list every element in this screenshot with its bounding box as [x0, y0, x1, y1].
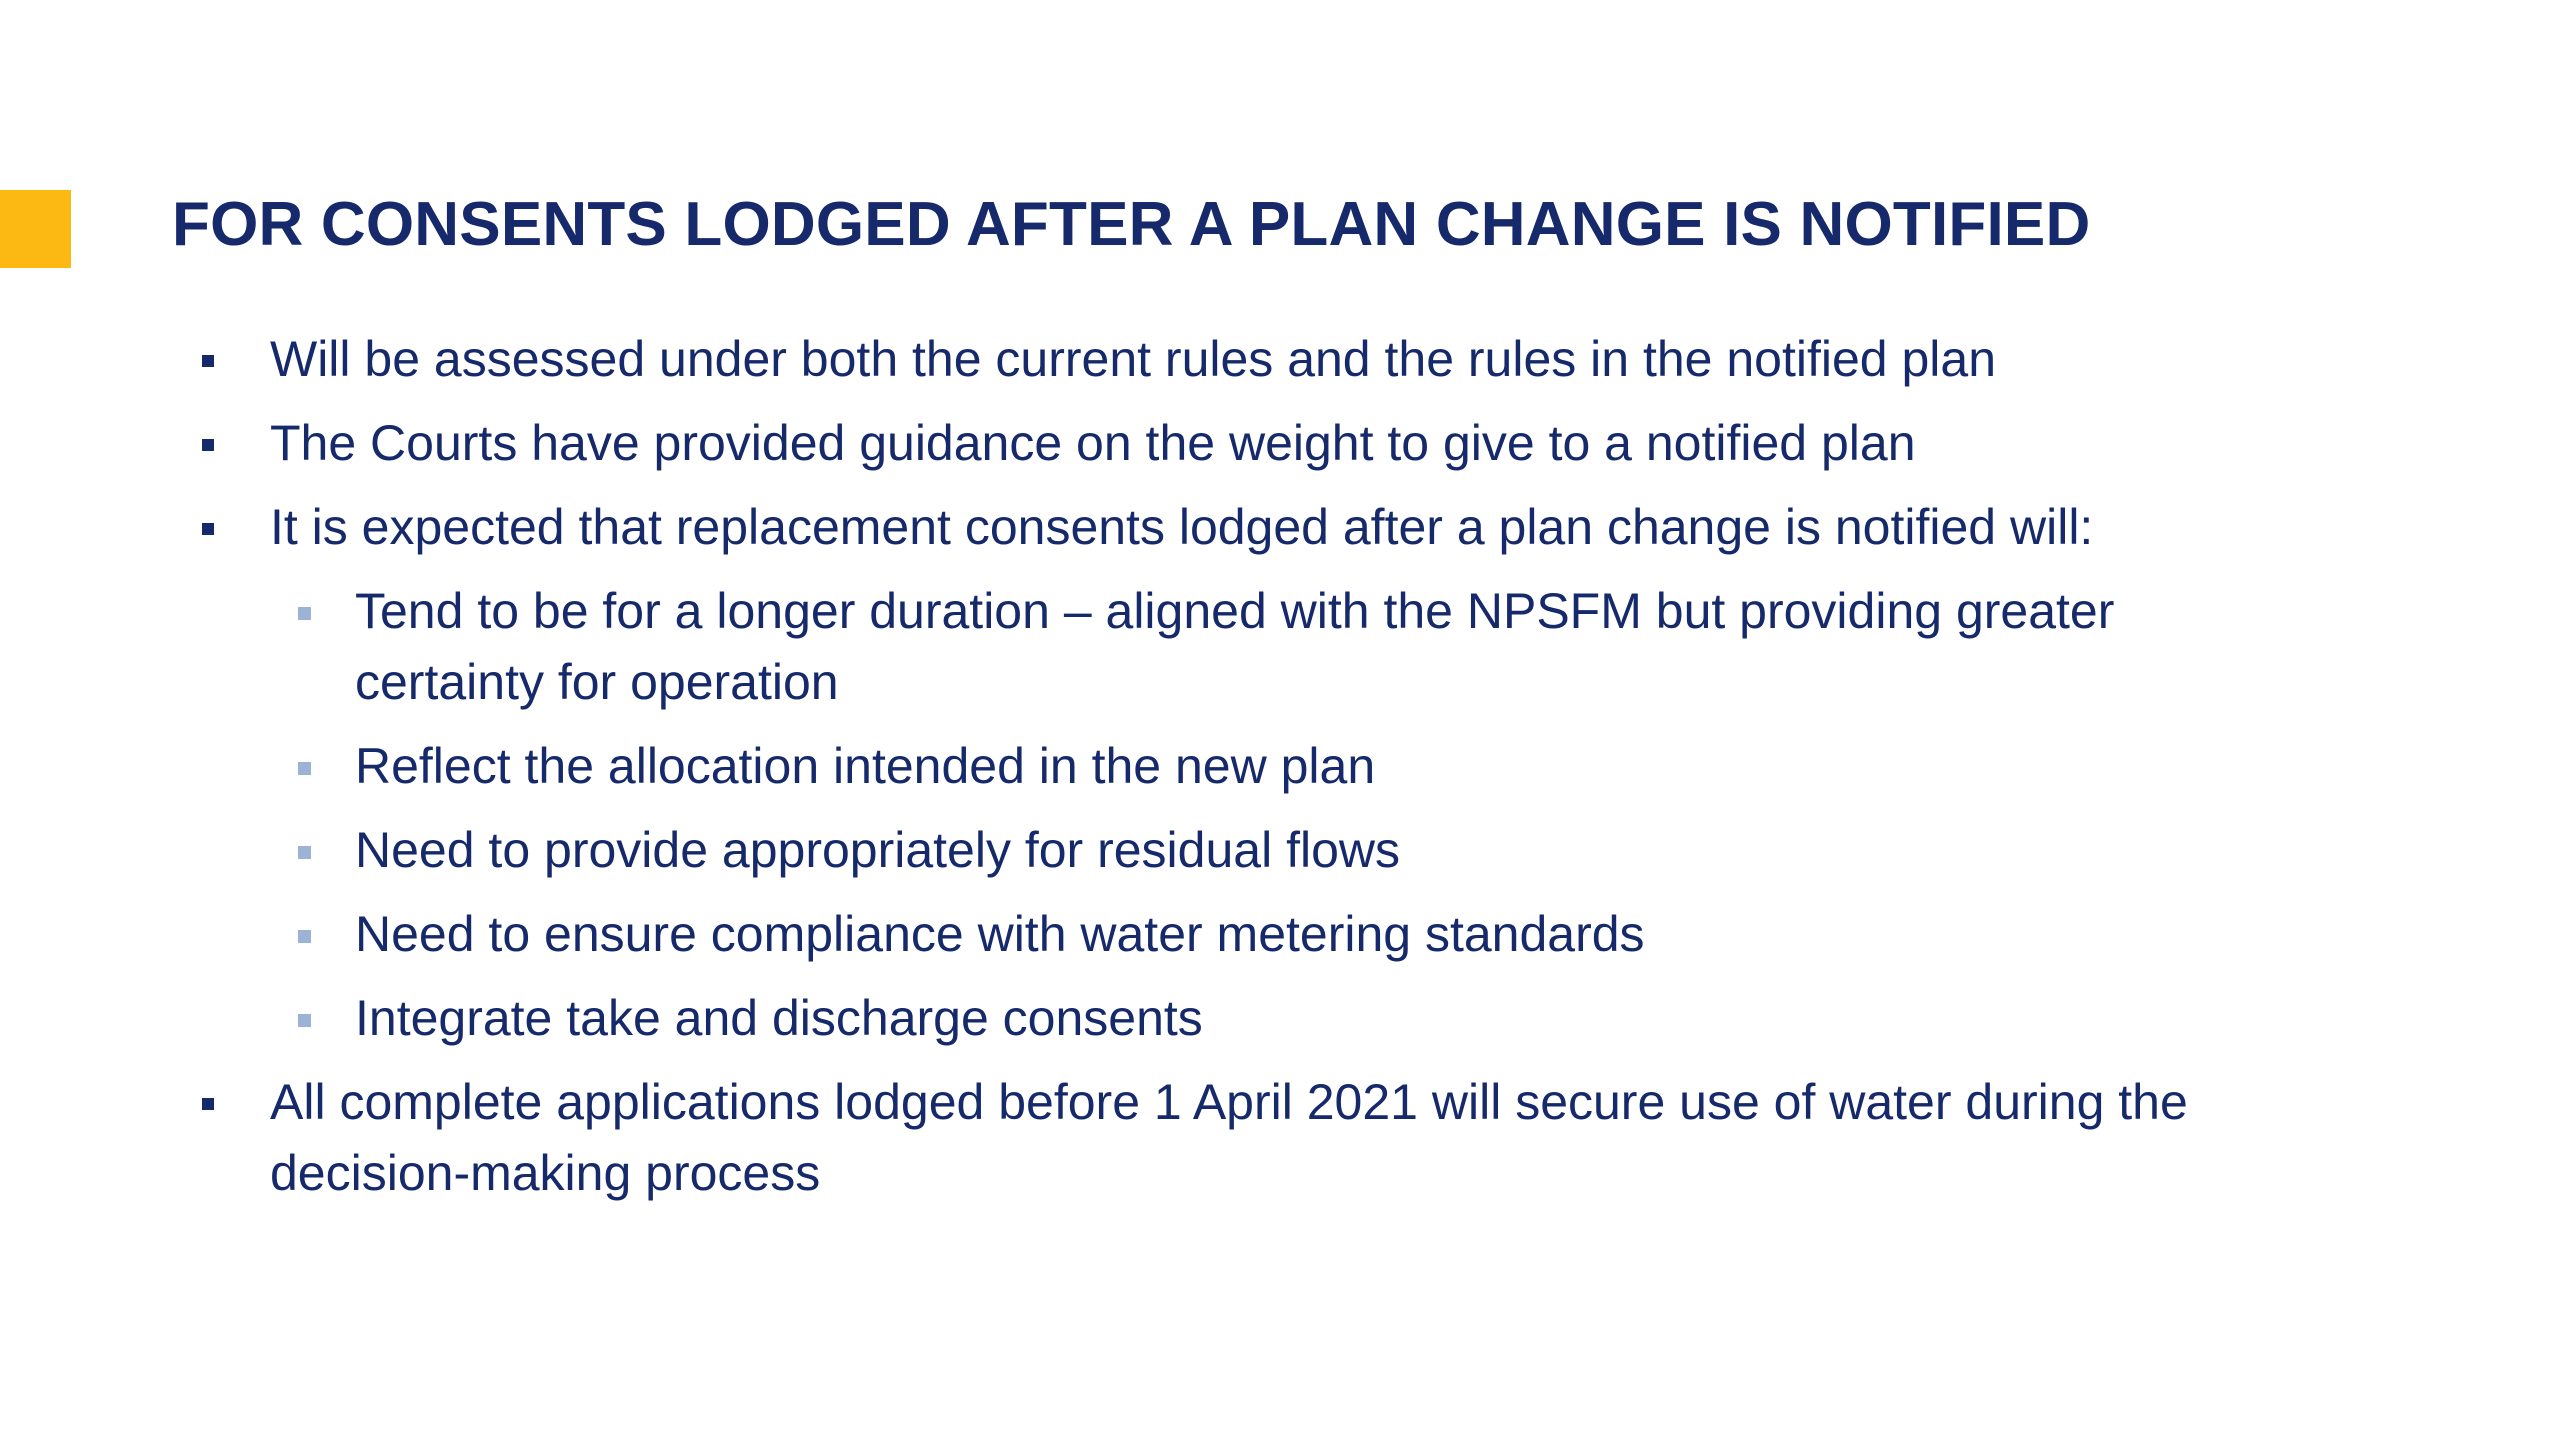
sub-list-item-text: Need to ensure compliance with water metering standards	[355, 906, 1645, 962]
sub-list-item	[0, 815, 2300, 886]
list-item	[0, 492, 2300, 563]
square-bullet-icon	[202, 523, 214, 535]
sub-list-item-text: Integrate take and discharge consents	[355, 990, 1203, 1046]
accent-bar	[0, 190, 71, 268]
bullet-list	[0, 324, 2560, 1209]
list-item	[0, 1067, 2300, 1209]
square-bullet-icon	[202, 1098, 214, 1110]
list-item-text: Will be assessed under both the current rules and the rules in the notified plan	[270, 331, 1997, 387]
square-bullet-icon	[298, 846, 311, 859]
sub-list-item	[0, 899, 2300, 970]
list-item-text: It is expected that replacement consents lodged after a plan change is notified will:	[270, 499, 2094, 555]
square-bullet-icon	[298, 930, 311, 943]
square-bullet-icon	[298, 607, 311, 620]
square-bullet-icon	[298, 1014, 311, 1027]
sub-list-item	[0, 983, 2300, 1054]
list-item	[0, 408, 2300, 479]
square-bullet-icon	[202, 439, 214, 451]
list-item-text: The Courts have provided guidance on the weight to give to a notified plan	[270, 415, 1916, 471]
slide-title: FOR CONSENTS LODGED AFTER A PLAN CHANGE IS NOTIFIED	[172, 190, 2091, 259]
sub-list-item	[0, 731, 2300, 802]
sub-list-item-text: Tend to be for a longer duration – aligned with the NPSFM but providing greater certainty for operation	[355, 583, 2115, 710]
sub-list-item-text: Reflect the allocation intended in the new plan	[355, 738, 1376, 794]
square-bullet-icon	[298, 762, 311, 775]
square-bullet-icon	[202, 355, 214, 367]
sub-list-item	[0, 576, 2300, 718]
sub-list-item-text: Need to provide appropriately for residual flows	[355, 822, 1400, 878]
list-item	[0, 324, 2300, 395]
list-item-text: All complete applications lodged before 1 April 2021 will secure use of water during the decision-making process	[270, 1074, 2188, 1201]
